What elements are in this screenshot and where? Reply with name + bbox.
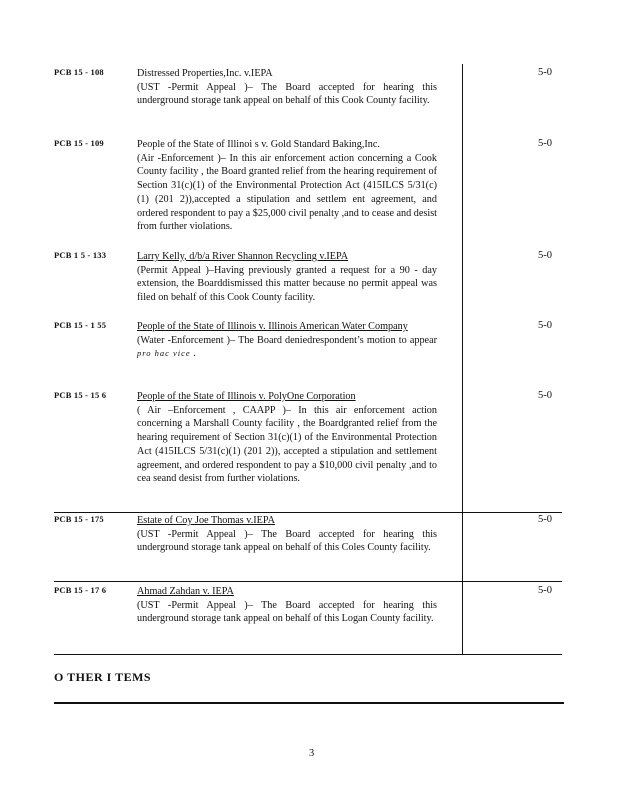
- docket-number: PCB 15 - 109: [54, 138, 104, 148]
- vote-result: 5-0: [538, 67, 552, 78]
- case-entry: [137, 138, 437, 234]
- latin-phrase: pro hac vice: [137, 348, 191, 359]
- case-entry: [137, 514, 437, 555]
- docket-number: PCB 15 - 17 6: [54, 585, 107, 595]
- vote-result: 5-0: [538, 320, 552, 331]
- case-title: Larry Kelly, d/b/a River Shannon Recycling v.IEPA: [137, 251, 349, 262]
- case-description: (Air -Enforcement )– In this air enforcement action concerning a Cook County facility , the Board granted relief from the hearing requirement of Section 31(c)(1) of the Environmental Protection Act (415ILCS 5/31(c)(1) (201 2)),accepted a stipulation and settlem ent agreement, and ordered respondent to pay a $25,000 civil penalty ,and to cease and desist from further violations.: [137, 152, 437, 233]
- description-tail: .: [190, 348, 196, 360]
- case-description: (UST -Permit Appeal )– The Board accepted for hearing this underground storage tank appeal on behalf of this Logan County facility.: [137, 599, 437, 625]
- case-title: Estate of Coy Joe Thomas v.IEPA: [137, 515, 275, 526]
- case-description: (UST -Permit Appeal )– The Board accepted for hearing this underground storage tank appeal on behalf of this Cook County facility.: [137, 81, 437, 107]
- case-description: (UST -Permit Appeal )– The Board accepted for hearing this underground storage tank appeal on behalf of this Coles County facility.: [137, 528, 437, 554]
- section-rule: [54, 702, 564, 704]
- case-description: (Permit Appeal )–Having previously granted a request for a 90 - day extension, the Boarddismissed this matter because no permit appeal was filed on behalf of this Cook County facility.: [137, 264, 437, 304]
- docket-number: PCB 15 - 108: [54, 67, 104, 77]
- docket-number: PCB 1 5 - 133: [54, 250, 107, 260]
- page-number: 3: [309, 748, 315, 759]
- case-description: [137, 334, 437, 361]
- vote-result: 5-0: [538, 138, 552, 149]
- case-entry: [137, 67, 437, 108]
- description-text: (Water -Enforcement )– The Board deniedrespondent’s motion to appear: [137, 334, 437, 346]
- vote-result: 5-0: [538, 390, 552, 401]
- vote-result: 5-0: [538, 250, 552, 261]
- table-bottom-rule: [54, 654, 562, 655]
- section-heading: O THER I TEMS: [54, 670, 152, 684]
- docket-number: PCB 15 - 175: [54, 514, 104, 524]
- case-title: People of the State of Illinois v. PolyOne Corporation: [137, 391, 356, 402]
- docket-number: PCB 15 - 1 55: [54, 320, 107, 330]
- case-title: People of the State of Illinoi s v. Gold Standard Baking,Inc.: [137, 139, 380, 150]
- row-divider: [54, 512, 562, 513]
- case-description: ( Air –Enforcement , CAAPP )– In this air enforcement action concerning a Marshall County facility , the Boardgranted relief from the hearing requirement of Section 31(c)(1) of the Environmental Protection Act (415ILCS 5/31(c)(1) (201 2)), accepted a stipulation and settlement agreement, and ordered respondent to pay a $10,000 civil penalty ,and to cea seand desist from further violations.: [137, 404, 437, 485]
- vote-result: 5-0: [538, 585, 552, 596]
- case-title: Distressed Properties,Inc. v.IEPA: [137, 68, 273, 79]
- case-entry: [137, 585, 437, 626]
- docket-number: PCB 15 - 15 6: [54, 390, 107, 400]
- row-divider: [54, 581, 562, 582]
- vote-result: 5-0: [538, 514, 552, 525]
- case-title: People of the State of Illinois v. Illinois American Water Company: [137, 321, 408, 332]
- case-entry: [137, 320, 437, 361]
- case-entry: [137, 250, 437, 305]
- case-entry: [137, 390, 437, 486]
- case-title: Ahmad Zahdan v. IEPA: [137, 586, 234, 597]
- column-divider: [462, 64, 463, 654]
